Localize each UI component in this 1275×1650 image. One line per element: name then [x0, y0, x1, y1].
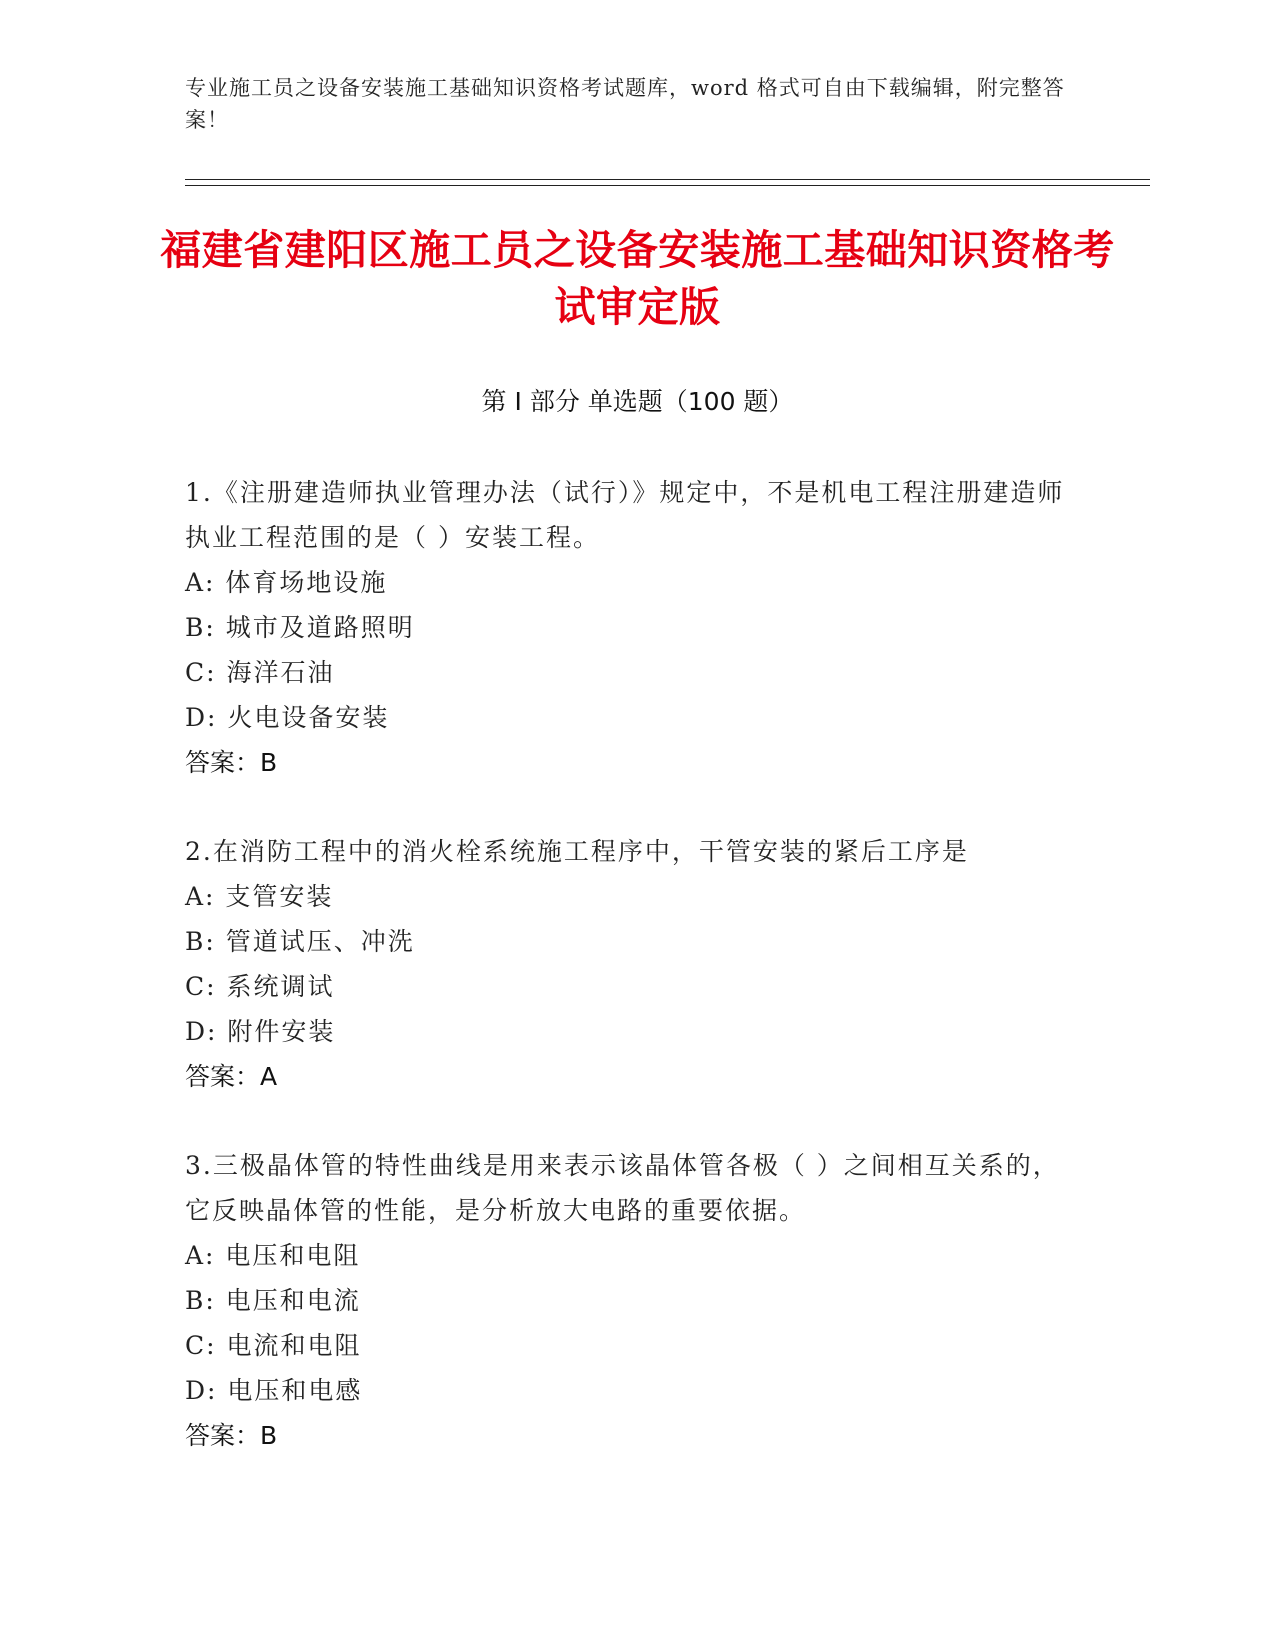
option-b: B: 城市及道路照明: [185, 613, 415, 642]
question-list: [185, 470, 1075, 1502]
answer: 答案：B: [185, 1421, 278, 1450]
header-divider-top: [185, 179, 1150, 180]
option-b: B: 管道试压、冲洗: [185, 927, 415, 956]
question-2: [185, 829, 1075, 1099]
option-b: B: 电压和电流: [185, 1286, 361, 1315]
answer: 答案：B: [185, 748, 278, 777]
header-note: 专业施工员之设备安装施工基础知识资格考试题库，word 格式可自由下载编辑，附完整答案！: [185, 76, 1065, 132]
question-stem: 2.在消防工程中的消火栓系统施工程序中，干管安装的紧后工序是: [185, 837, 969, 866]
question-1: [185, 470, 1075, 785]
option-d: D: 附件安装: [185, 1017, 336, 1046]
answer: 答案：A: [185, 1062, 278, 1091]
option-a: A: 支管安装: [185, 882, 334, 911]
header-divider-bottom: [185, 185, 1150, 186]
option-c: C: 海洋石油: [185, 658, 335, 687]
option-d: D: 火电设备安装: [185, 703, 390, 732]
option-a: A: 电压和电阻: [185, 1241, 361, 1270]
document-title: 福建省建阳区施工员之设备安装施工基础知识资格考试审定版: [160, 226, 1115, 331]
question-stem: 3.三极晶体管的特性曲线是用来表示该晶体管各极（ ）之间相互关系的，它反映晶体管的性能，是分析放大电路的重要依据。: [185, 1151, 1060, 1225]
option-d: D: 电压和电感: [185, 1376, 363, 1405]
option-c: C: 电流和电阻: [185, 1331, 362, 1360]
section-title: 第 I 部分 单选题（100 题）: [481, 387, 794, 416]
option-c: C: 系统调试: [185, 972, 335, 1001]
option-a: A: 体育场地设施: [185, 568, 388, 597]
question-3: [185, 1143, 1075, 1458]
question-stem: 1.《注册建造师执业管理办法（试行）》规定中，不是机电工程注册建造师执业工程范围的是（ ）安装工程。: [185, 478, 1065, 552]
